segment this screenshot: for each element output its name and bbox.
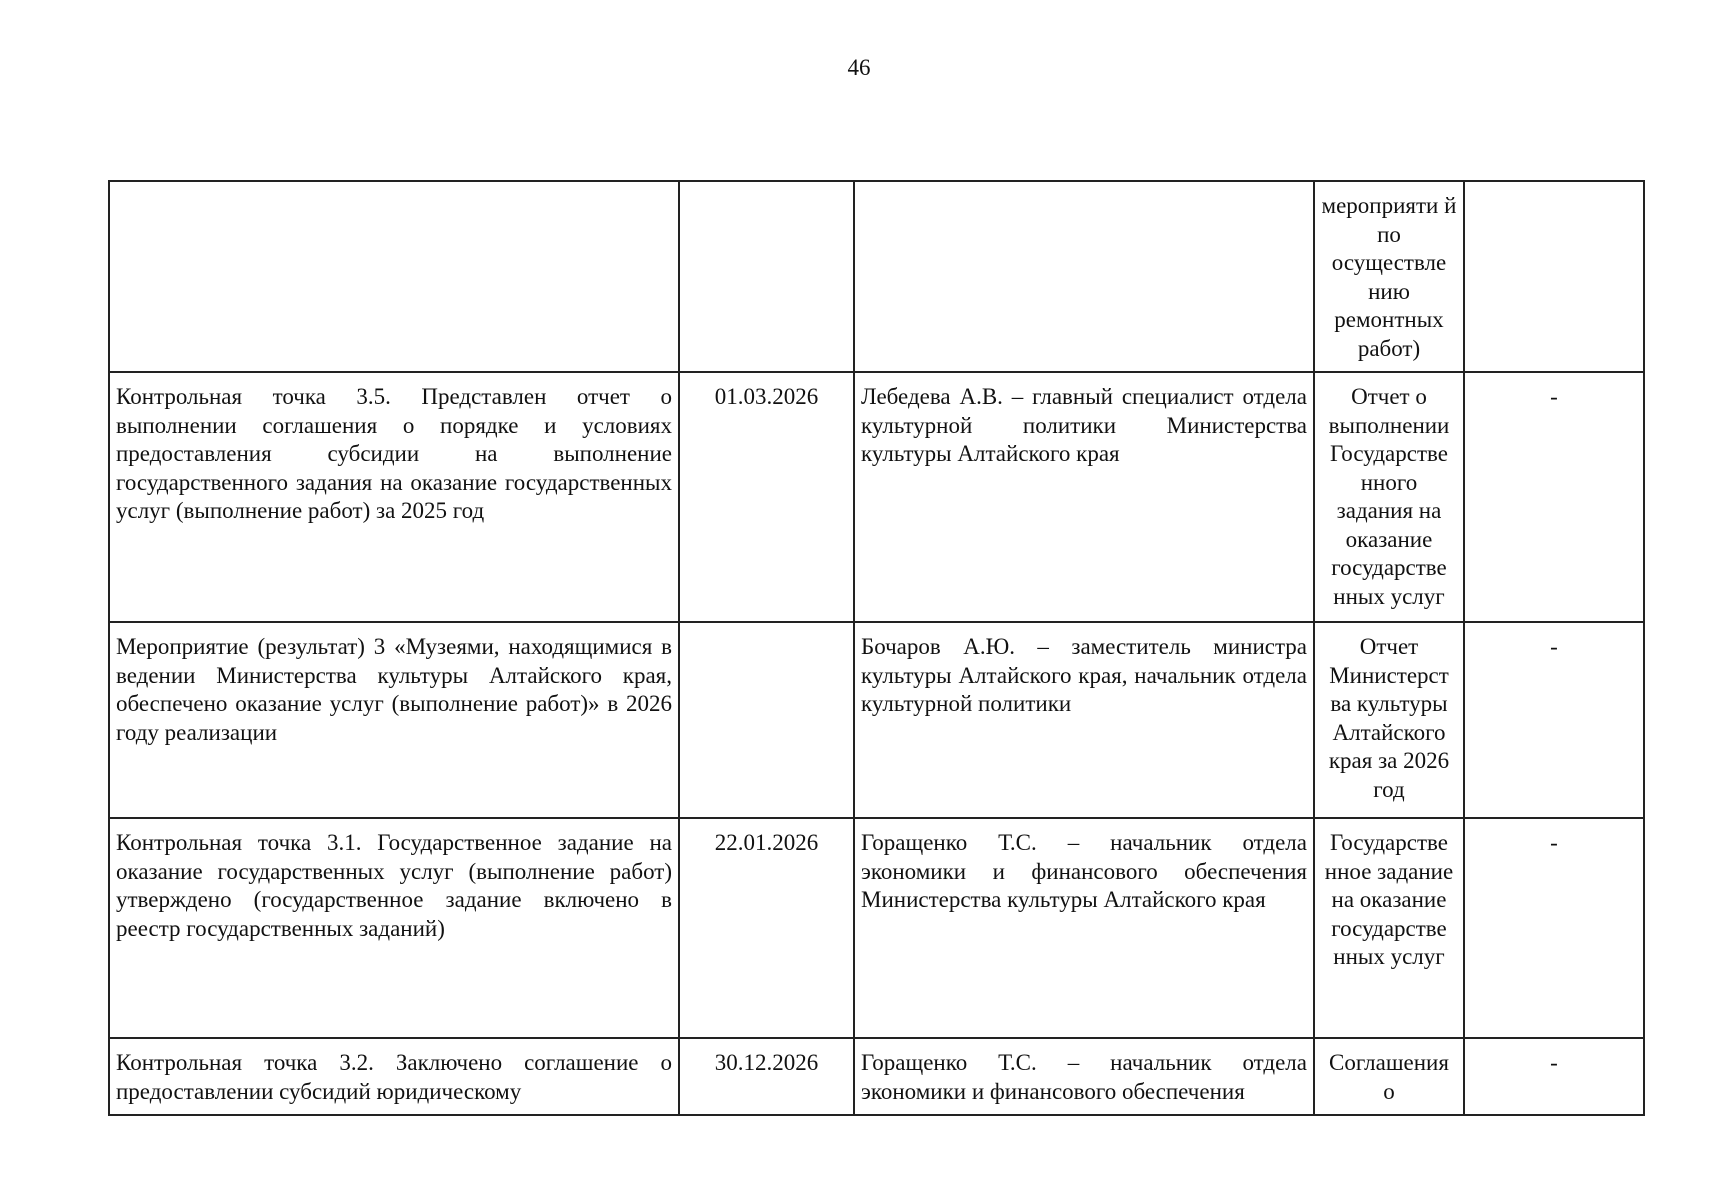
responsible-cell: Горащенко Т.С. – начальник отдела экономики и финансового обеспечения	[854, 1038, 1314, 1115]
note-cell	[1464, 181, 1644, 372]
date-cell	[679, 181, 854, 372]
document-cell: Отчет о выполнении Государстве нного задания на оказание государстве нных услуг	[1314, 372, 1464, 622]
responsible-cell	[854, 181, 1314, 372]
date-cell: 30.12.2026	[679, 1038, 854, 1115]
event-name-cell: Контрольная точка 3.1. Государственное задание на оказание государственных услуг (выполнение работ) утверждено (государственное задание включено в реестр государственных заданий)	[109, 818, 679, 1038]
event-name-cell: Контрольная точка 3.2. Заключено соглашение о предоставлении субсидий юридическому	[109, 1038, 679, 1115]
note-cell: -	[1464, 818, 1644, 1038]
date-cell: 01.03.2026	[679, 372, 854, 622]
control-points-table	[108, 180, 1645, 1116]
date-cell	[679, 622, 854, 818]
document-cell: Государстве нное задание на оказание государстве нных услуг	[1314, 818, 1464, 1038]
responsible-cell: Бочаров А.Ю. – заместитель министра культуры Алтайского края, начальник отдела культурной политики	[854, 622, 1314, 818]
event-name-cell: Мероприятие (результат) 3 «Музеями, находящимися в ведении Министерства культуры Алтайского края, обеспечено оказание услуг (выполнение работ)» в 2026 году реализации	[109, 622, 679, 818]
note-cell: -	[1464, 372, 1644, 622]
document-cell: Отчет Министерст ва культуры Алтайского края за 2026 год	[1314, 622, 1464, 818]
event-name-cell	[109, 181, 679, 372]
table-row	[109, 181, 1644, 372]
document-cell: мероприяти й по осуществле нию ремонтных работ)	[1314, 181, 1464, 372]
document-cell: Соглашения о	[1314, 1038, 1464, 1115]
note-cell: -	[1464, 1038, 1644, 1115]
table-row	[109, 622, 1644, 818]
event-name-cell: Контрольная точка 3.5. Представлен отчет о выполнении соглашения о порядке и условиях предоставления субсидии на выполнение государственного задания на оказание государственных услуг (выполнение работ) за 2025 год	[109, 372, 679, 622]
table-row	[109, 372, 1644, 622]
responsible-cell: Лебедева А.В. – главный специалист отдела культурной политики Министерства культуры Алтайского края	[854, 372, 1314, 622]
table-row	[109, 818, 1644, 1038]
page-number: 46	[847, 55, 871, 80]
date-cell: 22.01.2026	[679, 818, 854, 1038]
table-row	[109, 1038, 1644, 1115]
responsible-cell: Горащенко Т.С. – начальник отдела экономики и финансового обеспечения Министерства культуры Алтайского края	[854, 818, 1314, 1038]
note-cell: -	[1464, 622, 1644, 818]
